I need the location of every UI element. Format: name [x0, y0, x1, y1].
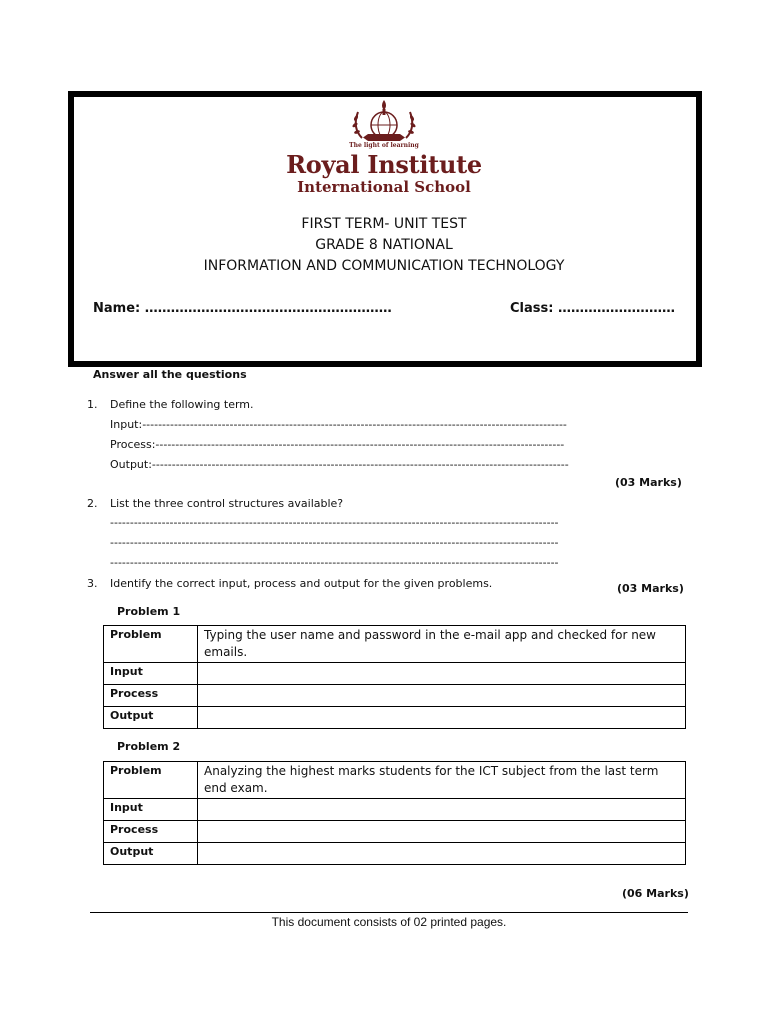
- problem-title: Problem 2: [117, 740, 181, 753]
- footer-divider: [90, 912, 688, 913]
- question-number: 2.: [87, 497, 98, 510]
- input-answer-cell[interactable]: [198, 663, 686, 685]
- marks-label: (03 Marks): [617, 582, 684, 595]
- table-row: [104, 843, 686, 865]
- row-label: Problem: [104, 762, 198, 799]
- school-subtitle: International School: [297, 178, 471, 196]
- process-answer-cell[interactable]: [198, 821, 686, 843]
- answer-line: -----------------------------------------------------------------------------------------------------------------: [110, 516, 559, 529]
- process-answer-cell[interactable]: [198, 685, 686, 707]
- row-label: Process: [104, 821, 198, 843]
- row-label: Output: [104, 707, 198, 729]
- class-field: Class: ………………………: [510, 301, 675, 316]
- question-number: 1.: [87, 398, 98, 411]
- name-field: Name: …………………………………………………: [93, 301, 392, 316]
- row-label: Process: [104, 685, 198, 707]
- grade-title: GRADE 8 NATIONAL: [315, 237, 453, 253]
- question-text: Identify the correct input, process and output for the given problems.: [110, 577, 493, 590]
- footer-text: This document consists of 02 printed pages.: [271, 915, 507, 929]
- row-label: Output: [104, 843, 198, 865]
- table-row: [104, 663, 686, 685]
- table-row: [104, 626, 686, 663]
- table-row: [104, 799, 686, 821]
- row-label: Input: [104, 663, 198, 685]
- question-text: List the three control structures available?: [110, 497, 344, 510]
- answer-line-process: Process:-------------------------------------------------------------------------------------------------------: [110, 438, 565, 451]
- marks-label: (06 Marks): [622, 887, 689, 900]
- answer-line-input: Input:-----------------------------------------------------------------------------------------------------------: [110, 418, 567, 431]
- output-answer-cell[interactable]: [198, 707, 686, 729]
- output-answer-cell[interactable]: [198, 843, 686, 865]
- school-name: Royal Institute: [286, 150, 482, 179]
- table-row: [104, 821, 686, 843]
- problem-table: [103, 625, 686, 729]
- table-row: [104, 685, 686, 707]
- problem-table: [103, 761, 686, 865]
- answer-line: -----------------------------------------------------------------------------------------------------------------: [110, 556, 559, 569]
- answer-line-output: Output:---------------------------------------------------------------------------------------------------------: [110, 458, 569, 471]
- row-label: Input: [104, 799, 198, 821]
- question-text: Define the following term.: [110, 398, 254, 411]
- row-label: Problem: [104, 626, 198, 663]
- problem-title: Problem 1: [117, 605, 181, 618]
- row-value: Analyzing the highest marks students for the ICT subject from the last term end exam.: [198, 762, 686, 799]
- table-row: [104, 762, 686, 799]
- school-tagline: The light of learning: [349, 142, 419, 149]
- table-row: [104, 707, 686, 729]
- exam-title: FIRST TERM- UNIT TEST: [301, 216, 467, 232]
- subject-title: INFORMATION AND COMMUNICATION TECHNOLOGY: [203, 258, 565, 274]
- input-answer-cell[interactable]: [198, 799, 686, 821]
- answer-line: -----------------------------------------------------------------------------------------------------------------: [110, 536, 559, 549]
- question-number: 3.: [87, 577, 98, 590]
- instructions: Answer all the questions: [93, 368, 247, 381]
- marks-label: (03 Marks): [615, 476, 682, 489]
- row-value: Typing the user name and password in the e-mail app and checked for new emails.: [198, 626, 686, 663]
